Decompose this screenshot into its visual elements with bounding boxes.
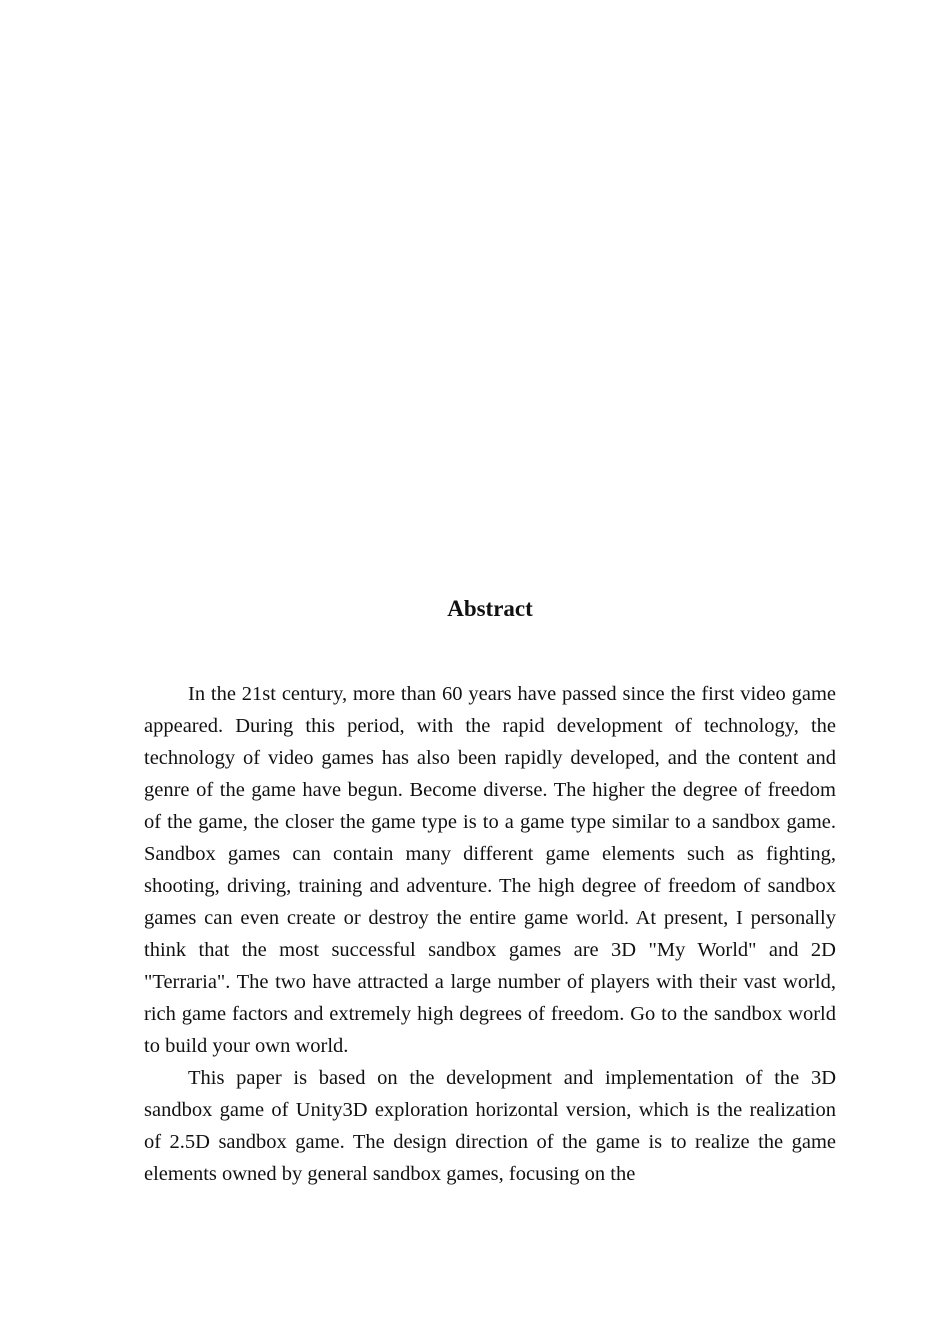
- abstract-paragraph-1: In the 21st century, more than 60 years have passed since the first video game appeared. During this period, with the rapid development of technology, the technology of video games has also been rapidly developed, and the content and genre of the game have begun. Become diverse. The higher the degree of freedom of the game, the closer the game type is to a game type similar to a sandbox game. Sandbox games can contain many different game elements such as fighting, shooting, driving, training and adventure. The high degree of freedom of sandbox games can even create or destroy the entire game world. At present, I personally think that the most successful sandbox games are 3D "My World" and 2D "Terraria". The two have attracted a large number of players with their vast world, rich game factors and extremely high degrees of freedom. Go to the sandbox world to build your own world.: [144, 683, 836, 1057]
- abstract-body: [144, 678, 836, 1190]
- page-title: Abstract: [447, 596, 533, 621]
- abstract-paragraph-2: This paper is based on the development and implementation of the 3D sandbox game of Unity3D exploration horizontal version, which is the realization of 2.5D sandbox game. The design direction of the game is to realize the game elements owned by general sandbox games, focusing on the: [144, 1067, 836, 1185]
